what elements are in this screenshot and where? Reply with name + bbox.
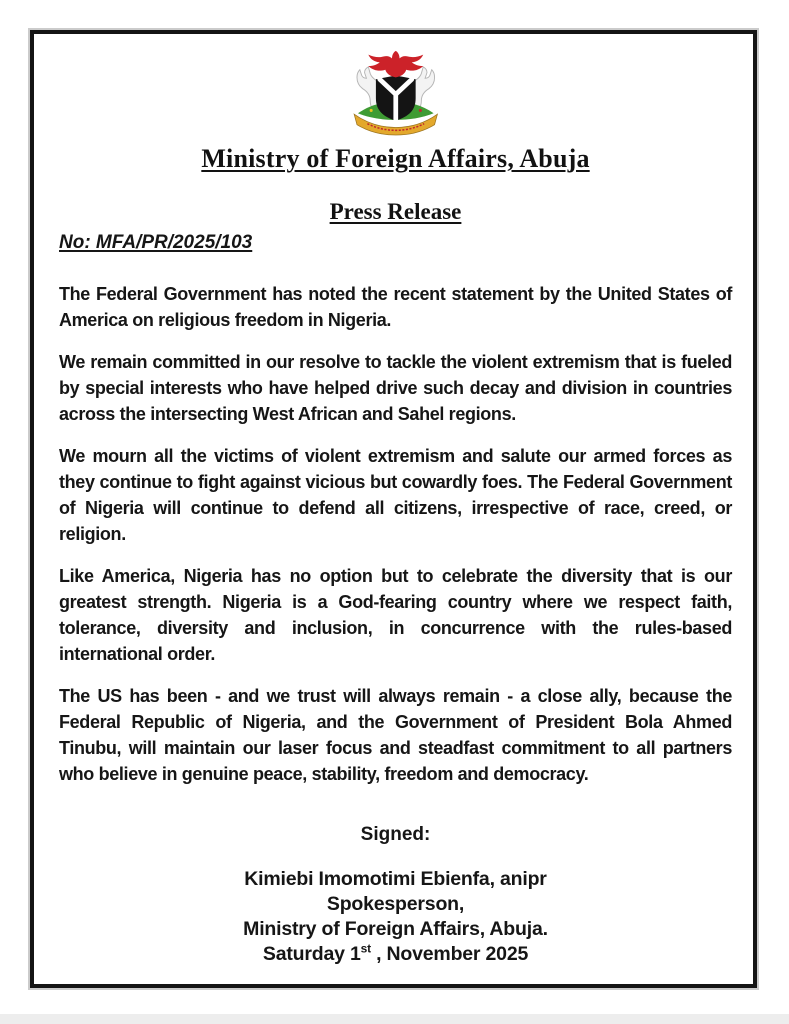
ordinal-superscript: st <box>360 941 371 956</box>
signature-name: Kimiebi Imomotimi Ebienfa, anipr <box>244 868 547 890</box>
signed-label: Signed: <box>360 824 431 845</box>
signature-date: Saturday 1st , November 2025 <box>262 941 529 965</box>
page-bottom-strip <box>0 1014 789 1024</box>
page-title: Ministry of Foreign Affairs, Abuja <box>201 144 590 173</box>
paragraph-1: The Federal Government has noted the recent statement by the United States of America on religious freedom in Nigeria. <box>59 284 732 330</box>
signature-block <box>59 867 732 967</box>
press-release-document <box>30 30 757 988</box>
signature-role: Spokesperson, <box>326 893 465 915</box>
nigeria-coat-of-arms-icon <box>59 48 732 138</box>
paragraph-4: Like America, Nigeria has no option but to celebrate the diversity that is our greatest strength. Nigeria is a God-fearing country where we respect faith, tolerance, diversity and inclusion, in concurrence with the rules-based international order. <box>59 566 732 664</box>
paragraph-3: We mourn all the victims of violent extremism and salute our armed forces as they continue to fight against vicious but cowardly foes. The Federal Government of Nigeria will continue to defend all citizens, irrespective of race, creed, or religion. <box>59 446 732 544</box>
press-release-heading: Press Release <box>329 199 462 224</box>
reference-number: No: MFA/PR/2025/103 <box>59 232 253 253</box>
eagle <box>368 51 423 77</box>
press-release-body <box>59 281 732 787</box>
paragraph-5: The US has been - and we trust will always remain - a close ally, because the Federal Republic of Nigeria, and the Government of President Bola Ahmed Tinubu, will maintain our laser focus and steadfast commitment to all partners who believe in genuine peace, stability, freedom and democracy. <box>59 686 732 784</box>
paragraph-2: We remain committed in our resolve to tackle the violent extremism that is fueled by special interests who have helped drive such decay and division in countries across the intersecting West African and Sahel regions. <box>59 352 732 424</box>
signature-org: Ministry of Foreign Affairs, Abuja. <box>243 918 548 940</box>
